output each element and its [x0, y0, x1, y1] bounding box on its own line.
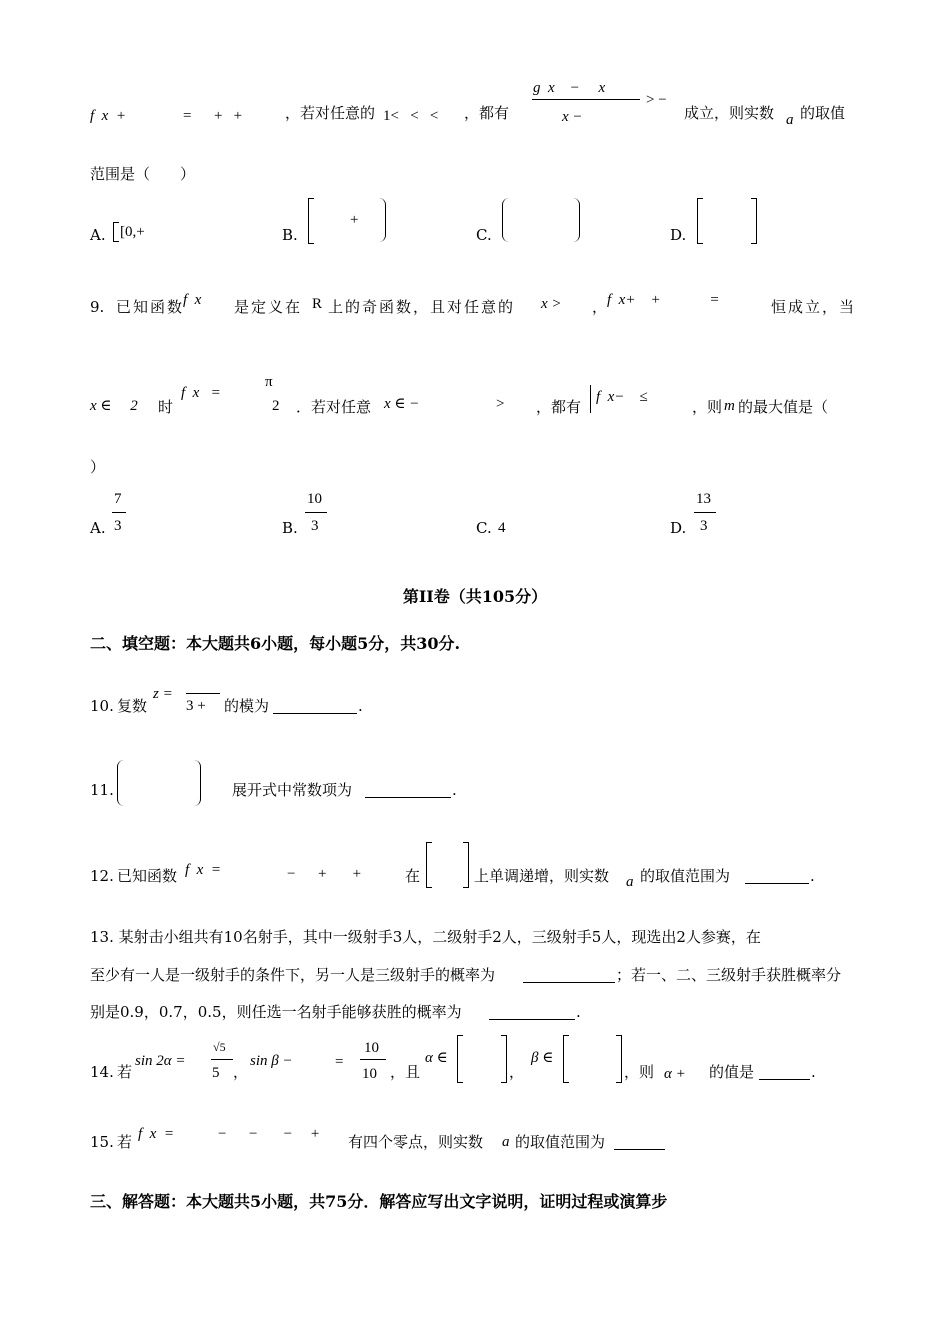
q9-text-arbitrary: ．若对任意	[296, 398, 372, 416]
q9-option-b-den: 3	[311, 518, 319, 534]
q13-line3: 别是0.9，0.7，0.5，则任选一名射手能够获胜的概率为	[90, 1003, 462, 1021]
q10-answer-blank[interactable]	[273, 699, 357, 714]
q13-answer-blank-2[interactable]	[489, 1005, 575, 1020]
q9-text-known: 已知函数	[116, 298, 185, 316]
q9-option-d-num: 13	[696, 491, 711, 507]
q8-option-b-right-paren	[379, 198, 386, 242]
q10-end: .	[358, 697, 363, 715]
q14-text-if: 若	[117, 1063, 133, 1081]
q10-denominator: 3 +	[186, 698, 206, 714]
q9-formula-gt: >	[496, 396, 505, 412]
q8-option-b-left-bracket	[308, 198, 314, 244]
q8-option-c-right-paren	[573, 198, 580, 242]
q12-number: 12.	[90, 867, 114, 885]
q8-option-b-content: +	[350, 212, 359, 228]
q14-beta-right-bracket	[616, 1035, 622, 1083]
q14-fraction-bar-2	[360, 1059, 386, 1060]
q8-fraction-bar	[532, 99, 640, 100]
q11-answer-blank[interactable]	[365, 783, 451, 798]
q14-text-then: ，则	[624, 1063, 655, 1081]
q9-set-r: R	[312, 296, 323, 312]
q14-alpha-left-bracket	[457, 1035, 463, 1083]
q12-text-on: 在	[405, 867, 421, 885]
q14-alpha-right-bracket	[501, 1035, 507, 1083]
q8-option-d-left-bracket	[697, 198, 703, 244]
q14-fraction-bar-1	[211, 1059, 233, 1060]
q14-alpha-plus: α +	[664, 1066, 686, 1082]
q9-text-have: ，都有	[536, 398, 582, 416]
q13-end: .	[576, 1003, 581, 1021]
q12-param-a: a	[626, 874, 634, 890]
q9-option-a-bar	[112, 512, 126, 513]
q9-text-always: 恒成立，当	[771, 298, 857, 316]
q14-num-10: 10	[364, 1040, 379, 1056]
q8-option-a-content: [0,+	[120, 224, 145, 240]
q8-option-a-label: A.	[90, 226, 106, 244]
q15-text-if: 若	[117, 1133, 133, 1151]
q11-text-constant: 展开式中常数项为	[232, 781, 353, 799]
q8-text-have: ，都有	[464, 104, 510, 122]
q9-close-paren: ）	[90, 458, 106, 476]
q11-right-paren	[194, 760, 201, 806]
q14-sqrt5: √5	[213, 1040, 226, 1054]
q8-param-a: a	[786, 112, 794, 128]
q9-option-d-label: D.	[670, 519, 687, 537]
q9-option-c-value: 4	[498, 520, 506, 536]
q15-formula-f: f x =	[138, 1126, 174, 1142]
q10-text-complex: 复数	[117, 697, 148, 715]
q9-text-defined: 是定义在	[234, 298, 303, 316]
q11-left-paren	[117, 760, 124, 806]
q8-option-c-label: C.	[476, 226, 492, 244]
q8-text-arbitrary: ，若对任意的	[285, 104, 376, 122]
q8-fraction-gt: > −	[646, 92, 667, 108]
q8-formula-ineq: 1< < <	[383, 108, 439, 124]
q9-option-d-bar	[694, 512, 716, 513]
q9-text-when: 时	[158, 398, 174, 416]
q9-option-c-label: C.	[476, 519, 492, 537]
q9-formula-relation: f x+ + =	[607, 292, 720, 308]
q14-beta-left-bracket	[563, 1035, 569, 1083]
q9-option-b-label: B.	[282, 519, 298, 537]
q8-option-c-left-paren	[502, 198, 509, 242]
q14-end: .	[811, 1063, 816, 1081]
q9-formula-fx2: f x =	[181, 385, 221, 401]
q15-param-a: a	[502, 1134, 510, 1150]
q9-formula-xgt: x >	[541, 296, 562, 312]
q14-comma-1: ，	[233, 1063, 249, 1081]
q9-option-a-label: A.	[90, 519, 106, 537]
q14-eq: =	[335, 1054, 344, 1070]
q9-formula-abs: f x− ≤	[596, 389, 648, 405]
q9-number: 9.	[90, 298, 105, 316]
q11-end: .	[452, 781, 457, 799]
q9-abs-bar	[590, 385, 591, 413]
q12-answer-blank[interactable]	[745, 869, 809, 884]
q8-text-line2: 范围是（ ）	[90, 165, 196, 183]
q10-text-modulus: 的模为	[224, 697, 270, 715]
q8-formula-eq: = + +	[183, 108, 243, 124]
q9-formula-fx: f x	[183, 292, 202, 308]
q13-line2-a: 至少有一人是一级射手的条件下，另一人是三级射手的概率为	[90, 966, 496, 984]
q8-text-hold: 成立，则实数	[684, 104, 775, 122]
q13-line2-b: ；若一、二、三级射手获胜概率分	[616, 966, 842, 984]
q12-text-known: 已知函数	[117, 867, 178, 885]
q12-left-bracket	[426, 842, 432, 888]
q10-fraction-bar	[186, 693, 220, 694]
q14-sin2a: sin 2α =	[135, 1053, 186, 1069]
q8-option-b-label: B.	[282, 226, 298, 244]
q14-beta-in: β ∈	[531, 1050, 554, 1066]
q9-pi: π	[265, 374, 273, 390]
q8-formula-f: f x +	[90, 108, 126, 124]
solution-heading: 三、解答题：本大题共5小题，共75分．解答应写出文字说明，证明过程或演算步	[90, 1192, 668, 1211]
q12-text-increasing: 上单调递增，则实数	[474, 867, 610, 885]
q9-formula-domain: x ∈ 2	[90, 398, 138, 414]
q14-text-value: 的值是	[709, 1063, 755, 1081]
q9-m: m	[724, 398, 735, 414]
q10-formula-z: z =	[153, 686, 173, 702]
q8-option-a-bracket	[113, 222, 119, 242]
part-ii-title: 第II卷（共105分）	[402, 587, 548, 606]
q14-den-5: 5	[212, 1065, 220, 1081]
q10-number: 10.	[90, 697, 114, 715]
q11-number: 11.	[90, 781, 114, 799]
q8-fraction-denominator: x −	[562, 109, 583, 125]
q14-answer-blank[interactable]	[759, 1065, 810, 1080]
q9-option-b-bar	[305, 512, 327, 513]
q9-option-b-num: 10	[307, 491, 322, 507]
q8-fraction-numerator: g x − x	[533, 80, 606, 96]
q12-formula-f: f x =	[185, 862, 221, 878]
q15-text-zeros: 有四个零点，则实数	[348, 1133, 484, 1151]
fill-in-heading: 二、填空题：本大题共6小题，每小题5分，共30分.	[90, 634, 461, 653]
q9-option-d-den: 3	[700, 518, 708, 534]
q9-formula-interval: x ∈ −	[384, 396, 420, 412]
q15-text-range: 的取值范围为	[515, 1133, 606, 1151]
q15-formula-terms: − − − +	[218, 1126, 320, 1142]
q13-line1: 13. 某射击小组共有10名射手，其中一级射手3人，二级射手2人，三级射手5人，现选出2人参赛，在	[90, 928, 761, 946]
q12-formula-terms: − + +	[287, 866, 362, 882]
q12-end: .	[810, 867, 815, 885]
q8-option-d-right-bracket	[751, 198, 757, 244]
q9-text-then: ，则	[692, 398, 723, 416]
q9-text-max: 的最大值是（	[738, 398, 829, 416]
q13-answer-blank-1[interactable]	[523, 968, 615, 983]
q14-comma-2: ，	[509, 1063, 525, 1081]
q9-option-a-num: 7	[114, 491, 122, 507]
q14-den-10: 10	[362, 1066, 377, 1082]
q9-text-odd: 上的奇函数，且对任意的	[328, 298, 516, 316]
q12-right-bracket	[463, 842, 469, 888]
q15-answer-blank[interactable]	[614, 1135, 665, 1150]
q9-comma: ，	[592, 298, 608, 316]
q14-alpha-in: α ∈	[425, 1050, 448, 1066]
q14-number: 14.	[90, 1063, 114, 1081]
q14-text-and: ，且	[390, 1063, 421, 1081]
q9-two: 2	[272, 398, 280, 414]
q8-text-range: 的取值	[800, 104, 846, 122]
q8-option-d-label: D.	[670, 226, 687, 244]
q15-number: 15.	[90, 1133, 114, 1151]
q12-text-range: 的取值范围为	[640, 867, 731, 885]
q14-sinb: sin β −	[250, 1053, 293, 1069]
q9-option-a-den: 3	[114, 518, 122, 534]
